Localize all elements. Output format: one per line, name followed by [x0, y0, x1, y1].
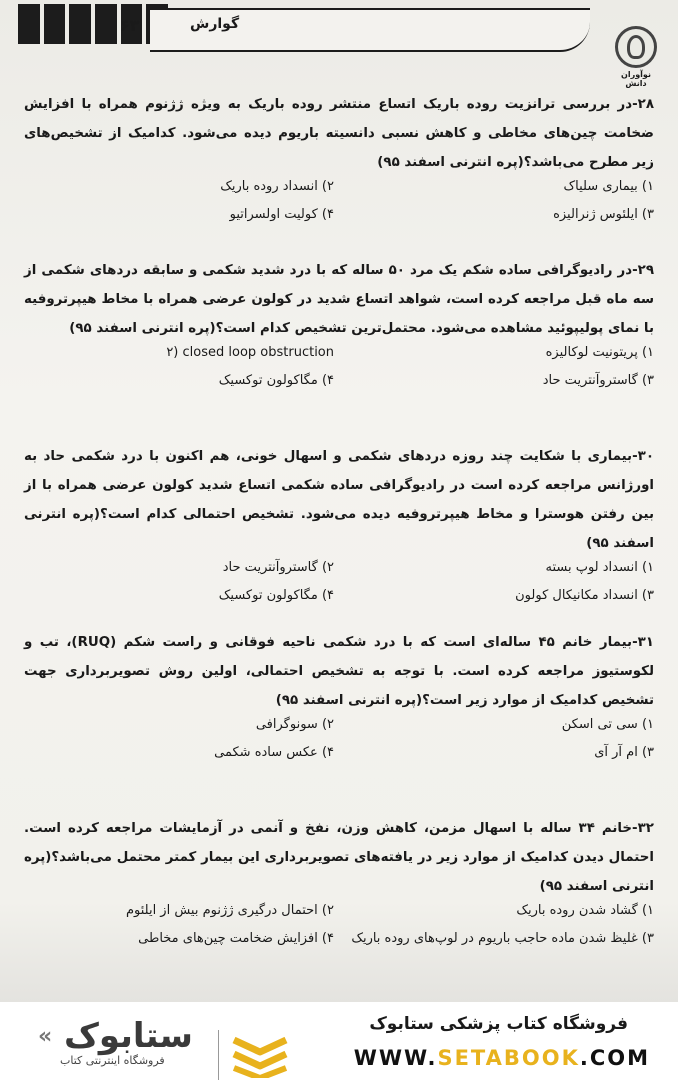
option-1: ۱) انسداد لوپ بسته [545, 560, 654, 575]
option-1: ۱) بیماری سلیاک [563, 179, 654, 194]
options [24, 177, 654, 237]
option-3: ۳) ام آر آی [594, 745, 654, 760]
chapter-title: گوارش [190, 16, 240, 32]
option-4: ۴) عکس ساده شکمی [214, 745, 334, 760]
options [24, 343, 654, 403]
question-28 [24, 90, 654, 237]
question-29 [24, 256, 654, 403]
question-text: ۳۰-بیماری با شکایت چند روزه دردهای شکمی و اسهال خونی، هم اکنون با درد شکمی حاد به اورژانس مراجعه کرده است در رادیوگرافی ساده شکمی اتساع شدید کولون عرضی همراه با از بین رفتن هوسترا و مخاط هیپرتروفیه دیده می‌شود. تشخیص احتمالی کدام است؟(پره انترنی اسفند ۹۵) [24, 449, 654, 551]
option-2: ۲) closed loop obstruction [166, 345, 334, 360]
store-name: فروشگاه کتاب پزشکی ستابوک [369, 1014, 628, 1034]
publisher-logo [612, 26, 660, 88]
url-suffix: .COM [579, 1046, 650, 1070]
question-text: ۳۲-خانم ۳۴ ساله با اسهال مزمن، کاهش وزن، نفخ و آنمی در آزمایشات مراجعه کرده است. احتمال دیدن کدامیک از موارد زیر در یافته‌های تصویربرداری این بیمار کمتر محتمل می‌باشد؟(پره انترنی اسفند ۹۵) [24, 821, 654, 894]
url-prefix: WWW. [353, 1046, 438, 1070]
option-2: ۲) گاستروآنتریت حاد [222, 560, 334, 575]
store-logo [38, 1016, 258, 1070]
option-3: ۳) انسداد مکانیکال کولون [515, 588, 654, 603]
question-30 [24, 442, 654, 618]
store-footer [0, 1002, 678, 1080]
options [24, 901, 654, 961]
option-4: ۴) کولیت اولسراتیو [229, 207, 334, 222]
publisher-logo-icon [615, 26, 657, 68]
book-stack-icon [230, 1034, 290, 1078]
option-4: ۴) مگاکولون توکسیک [218, 588, 334, 603]
logo-divider [218, 1030, 219, 1080]
options [24, 558, 654, 618]
chevron-left-icon: « [38, 1024, 53, 1049]
option-3: ۳) غلیظ شدن ماده حاجب باریوم در لوپ‌های روده باریک [351, 931, 654, 946]
option-1: ۱) گشاد شدن روده باریک [516, 903, 654, 918]
option-2: ۲) سونوگرافی [255, 717, 334, 732]
question-text: ۳۱-بیمار خانم ۴۵ ساله‌ای است که با درد شکمی ناحیه فوقانی و راست شکم (RUQ)، تب و لکوستیوز مراجعه کرده است. با توجه به تشخیص احتمالی، اولین روش تصویربرداری جهت تشخیص کدامیک از موارد زیر است؟(پره انترنی اسفند ۹۵) [24, 635, 654, 708]
store-logo-brand: ستابوک [64, 1016, 193, 1056]
option-2: ۲) انسداد روده باریک [220, 179, 334, 194]
option-3: ۳) ایلئوس ژنرالیزه [553, 207, 654, 222]
option-3: ۳) گاستروآنتریت حاد [542, 373, 654, 388]
option-2: ۲) احتمال درگیری ژژنوم بیش از ایلئوم [125, 903, 334, 918]
options [24, 715, 654, 775]
question-text: ۲۹-در رادیوگرافی ساده شکم یک مرد ۵۰ ساله که با درد شدید شکمی و سابقه دردهای شکمی از سه ماه قبل مراجعه کرده است، شواهد اتساع شدید در کولون عرضی همراه با مخاط هیپرتروفیه با نمای پولیپوئید مشاهده می‌شود. محتمل‌ترین تشخیص کدام است؟(پره انترنی اسفند ۹۵) [24, 263, 655, 336]
option-4: ۴) افزایش ضخامت چین‌های مخاطی [138, 931, 334, 946]
store-logo-subtitle: فروشگاه اینترنتی کتاب [60, 1054, 165, 1067]
url-brand: SETABOOK [437, 1046, 580, 1070]
option-1: ۱) سی تی اسکن [561, 717, 654, 732]
page-number: ۶۳ [120, 16, 140, 35]
question-text: ۲۸-در بررسی ترانزیت روده باریک اتساع منتشر روده باریک به ویژه ژژنوم همراه با افزایش ضخامت چین‌های مخاطی و کاهش نسبی دانسیته باریوم دیده می‌شود. کدامیک از تشخیص‌های زیر مطرح می‌باشد؟(پره انترنی اسفند ۹۵) [24, 97, 654, 170]
option-4: ۴) مگاکولون توکسیک [218, 373, 334, 388]
header-stripes [18, 4, 168, 44]
option-1: ۱) پریتونیت لوکالیزه [545, 345, 654, 360]
question-32 [24, 814, 654, 961]
store-url[interactable] [354, 1046, 650, 1070]
publisher-logo-text: نوآوران دانش [621, 70, 651, 88]
question-31 [24, 628, 654, 775]
